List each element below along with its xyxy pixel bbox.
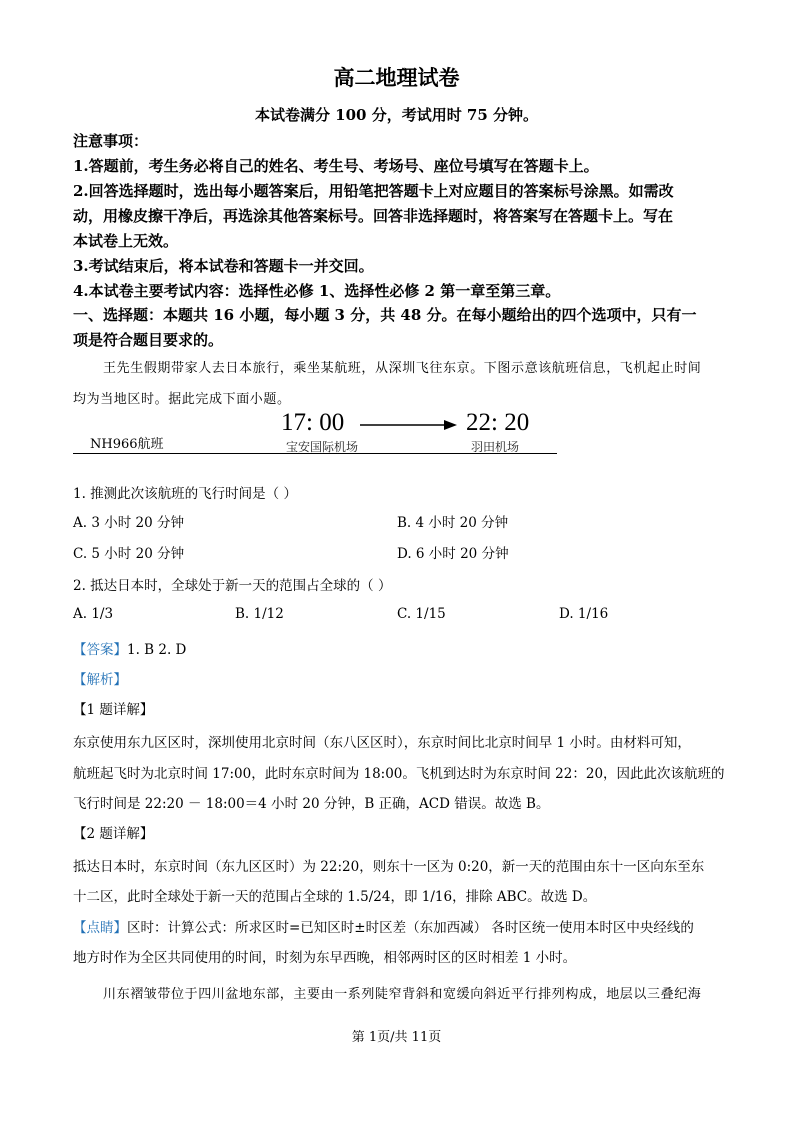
material1-line-2: 均为当地区时。据此完成下面小题。 <box>73 392 291 407</box>
answer-text: 1. B 2. D <box>127 642 187 658</box>
material2-line: 川东褶皱带位于四川盆地东部，主要由一系列陡窄背斜和宽缓向斜近平行排列构成，地层以三叠纪海 <box>103 987 702 1002</box>
q1-stem: 1. 推测此次该航班的飞行时间是（ ） <box>73 486 297 502</box>
flight-code: NH966航班 <box>90 437 164 452</box>
notice-line-3: 动，用橡皮擦干净后，再选涂其他答案标号。回答非选择题时，将答案写在答题卡上。写在 <box>73 207 674 225</box>
notice-line-4: 本试卷上无效。 <box>73 232 179 250</box>
q1-option-d: D. 6 小时 20 分钟 <box>397 546 509 562</box>
depart-time: 17: 00 <box>281 409 345 436</box>
tip-line-1 <box>73 916 694 936</box>
page-number: 第 1页/共 11页 <box>351 1030 442 1045</box>
notice-line-6: 4.本试卷主要考试内容：选择性必修 1、选择性必修 2 第一章至第三章。 <box>73 282 561 300</box>
q2-option-d: D. 1/16 <box>559 606 609 622</box>
q1-option-b: B. 4 小时 20 分钟 <box>397 515 509 531</box>
notice-heading: 注意事项： <box>73 132 149 150</box>
notice-line-2: 2.回答选择题时，选出每小题答案后，用铅笔把答题卡上对应题目的答案标号涂黑。如需改 <box>73 182 674 200</box>
section1-line-1: 一、选择题：本题共 16 小题，每小题 3 分，共 48 分。在每小题给出的四个选项中，只有一 <box>73 306 697 324</box>
detail1-line-3: 飞行时间是 22:20 － 18:00＝4 小时 20 分钟，B 正确，ACD 错误。故选 B。 <box>73 796 550 812</box>
exam-subtitle: 本试卷满分 100 分，考试用时 75 分钟。 <box>254 106 539 124</box>
flight-divider <box>73 453 557 454</box>
material1-line-1: 王先生假期带家人去日本旅行，乘坐某航班，从深圳飞往东京。下图示意该航班信息，飞机起止时间 <box>103 361 702 376</box>
tip-label: 【点睛】 <box>73 920 127 936</box>
q2-option-a: A. 1/3 <box>73 606 114 622</box>
q2-option-b: B. 1/12 <box>235 606 284 622</box>
detail1-line-1: 东京使用东九区区时，深圳使用北京时间（东八区区时），东京时间比北京时间早 1 小时。由材料可知， <box>73 735 691 751</box>
detail2-line-1: 抵达日本时，东京时间（东九区区时）为 22:20，则东十一区为 0:20，新一天的范围由东十一区向东至东 <box>73 859 705 875</box>
depart-airport: 宝安国际机场 <box>286 440 359 454</box>
tip-text-1: 区时：计算公式：所求区时=已知区时±时区差（东加西减） 各时区统一使用本时区中央经线的 <box>127 920 694 936</box>
detail2-heading: 【2 题详解】 <box>73 826 154 842</box>
detail1-heading: 【1 题详解】 <box>73 702 154 718</box>
tip-line-2: 地方时作为全区共同使用的时间，时刻为东早西晚，相邻两时区的区时相差 1 小时。 <box>73 950 577 966</box>
arrive-time: 22: 20 <box>466 409 530 436</box>
q2-option-c: C. 1/15 <box>397 606 446 622</box>
q1-option-c: C. 5 小时 20 分钟 <box>73 546 185 562</box>
notice-line-5: 3.考试结束后，将本试卷和答题卡一并交回。 <box>73 257 374 275</box>
answer-label: 【答案】 <box>73 642 127 658</box>
detail1-line-2: 航班起飞时为北京时间 17:00，此时东京时间为 18:00。飞机到达时为东京时间 22：20，因此此次该航班的 <box>73 766 725 782</box>
q2-stem: 2. 抵达日本时，全球处于新一天的范围占全球的（ ） <box>73 578 392 594</box>
flight-arrow-icon <box>360 417 460 433</box>
page-title: 高二地理试卷 <box>333 65 460 90</box>
notice-line-1: 1.答题前，考生务必将自己的姓名、考生号、考场号、座位号填写在答题卡上。 <box>73 157 599 175</box>
analysis-label: 【解析】 <box>73 672 127 688</box>
arrive-airport: 羽田机场 <box>471 440 520 454</box>
answer-line <box>73 638 186 658</box>
section1-line-2: 项是符合题目要求的。 <box>73 331 224 349</box>
detail2-line-2: 十二区，此时全球处于新一天的范围占全球的 1.5/24，即 1/16，排除 ABC。故选 D。 <box>73 889 597 905</box>
q1-option-a: A. 3 小时 20 分钟 <box>73 515 184 531</box>
